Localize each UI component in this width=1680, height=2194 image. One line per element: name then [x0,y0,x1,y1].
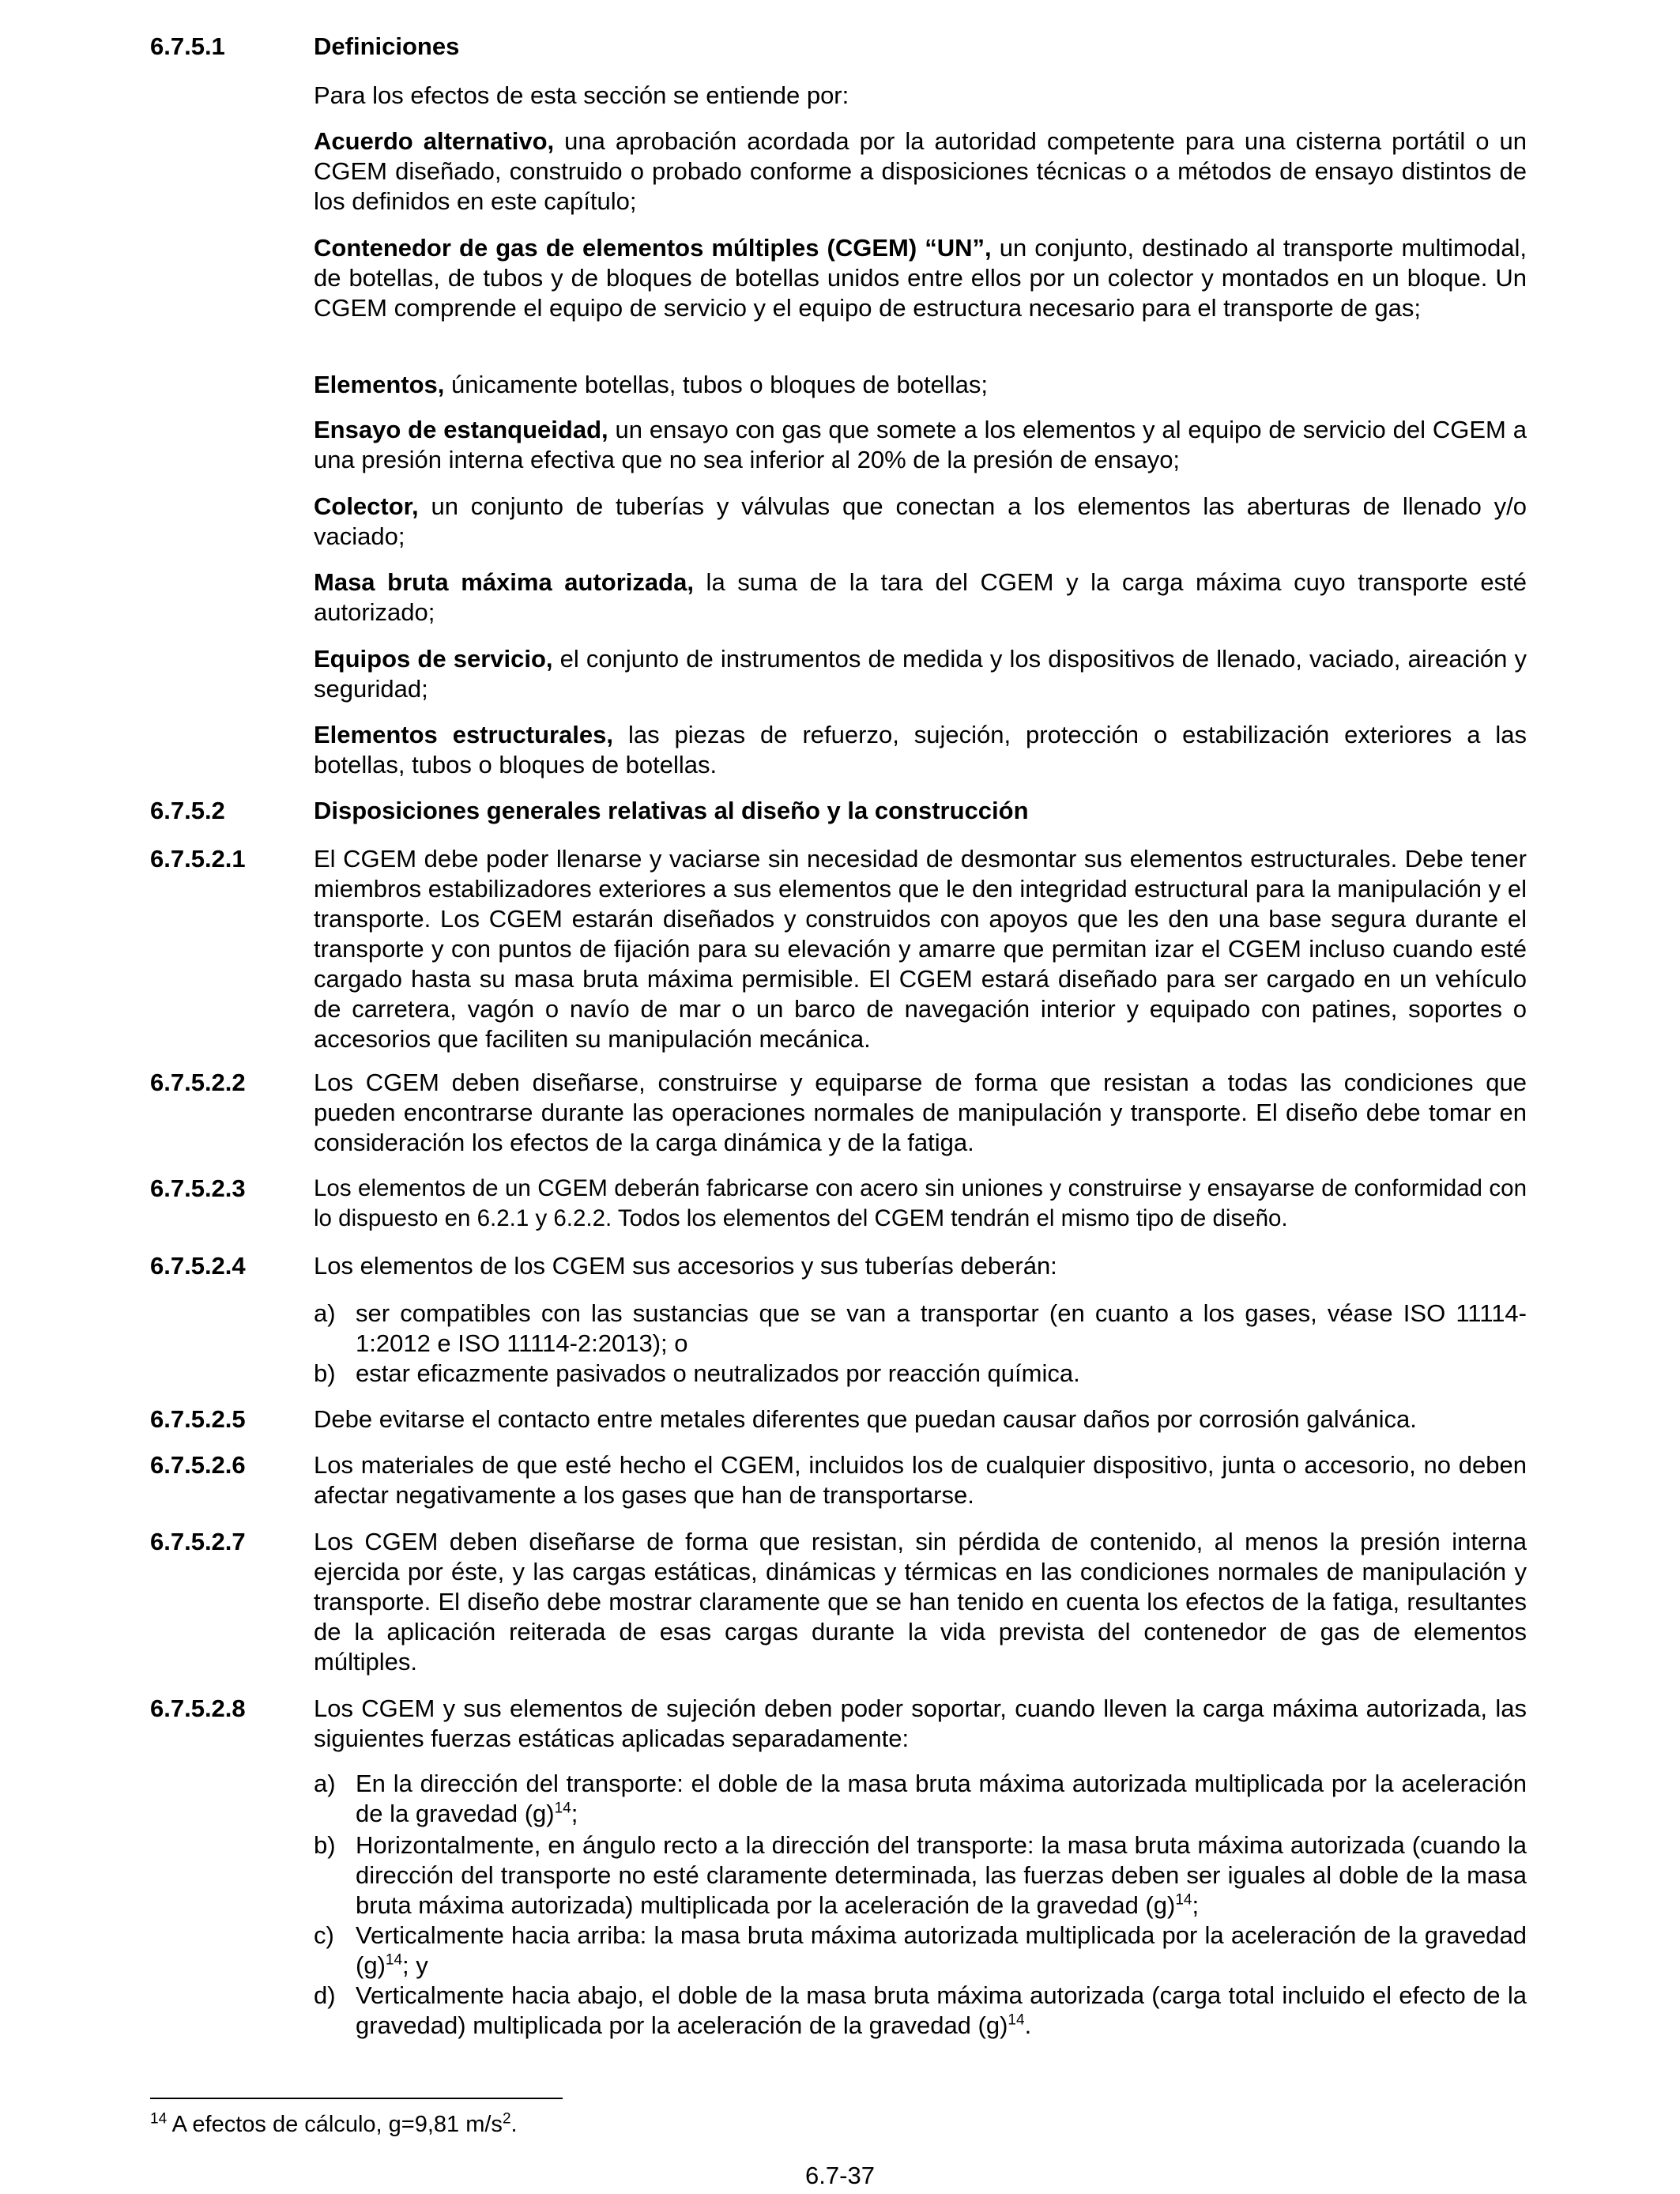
definition-term: Colector, [314,492,419,520]
definition-text: el conjunto de instrumentos de medida y los dispositivos de llenado, vaciado, aireación y seguridad; [314,645,1527,703]
list-letter: b) [314,1831,336,1859]
definition-item [314,415,1527,475]
section-paragraph: Los CGEM y sus elementos de sujeción deben poder soportar, cuando lleven la carga máxima autorizada, las siguientes fuerzas estáticas aplicadas separadamente: [314,1695,1527,1752]
list-text-body: Horizontalmente, en ángulo recto a la dirección del transporte: la masa bruta máxima autorizada (cuando la dirección del transporte no esté claramente determinada, las fuerzas deben ser iguales al doble de la masa bruta máxima autorizada) multiplicada por la aceleración de la gravedad (g) [356,1831,1527,1919]
definition-term: Contenedor de gas de elementos múltiples (CGEM) “UN”, [314,234,992,262]
section-paragraph: Los CGEM deben diseñarse de forma que resistan, sin pérdida de contenido, al menos la presión interna ejercida por éste, y las cargas estáticas, dinámicas y térmicas en las condiciones normales de manipulación y transporte. El diseño debe mostrar claramente que se han tenido en cuenta los efectos de la fatiga, resultantes de la aplicación reiterada de esas cargas durante la vida prevista del contenedor de gas de elementos múltiples. [314,1528,1527,1676]
section-number: 6.7.5.2.2 [150,1069,246,1096]
definition-text: las piezas de refuerzo, sujeción, protección o estabilización exteriores a las botellas, tubos o bloques de botellas. [314,721,1527,778]
section-number: 6.7.5.2.6 [150,1451,246,1479]
list-text [356,1921,1527,1981]
section-number: 6.7.5.2.5 [150,1405,246,1433]
list-letter: c) [314,1921,334,1949]
list-text [356,1769,1527,1829]
section-paragraph: Los elementos de un CGEM deberán fabricarse con acero sin uniones y construirse y ensayarse de conformidad con lo dispuesto en 6.2.1 y 6.2.2. Todos los elementos del CGEM tendrán el mismo tipo de diseño. [314,1175,1527,1231]
definition-text: un conjunto de tuberías y válvulas que conectan a los elementos las aberturas de llenado y/o vaciado; [314,492,1527,550]
footnote-tail: . [510,2112,518,2137]
definition-item [314,492,1527,552]
section-title: Definiciones [314,32,460,60]
definition-item [314,567,1527,628]
intro-paragraph: Para los efectos de esta sección se entiende por: [314,81,849,109]
definition-item [314,644,1527,704]
list-text-body: Verticalmente hacia abajo, el doble de la masa bruta máxima autorizada (carga total incluido el efecto de la gravedad) multiplicada por la aceleración de la gravedad (g) [356,1981,1527,2039]
footnote [150,2110,518,2139]
footnote-ref: 14 [1008,2011,1025,2029]
list-letter: a) [314,1770,336,1797]
definition-term: Elementos estructurales, [314,721,614,748]
section-paragraph: El CGEM debe poder llenarse y vaciarse sin necesidad de desmontar sus elementos estructurales. Debe tener miembros estabilizadores exteriores a sus elementos que le den integridad estructural para la manipulación y el transporte. Los CGEM estarán diseñados y construidos con apoyos que les den una base segura durante el transporte y con puntos de fijación para su elevación y amarre que permitan izar el CGEM incluso cuando esté cargado hasta su masa bruta máxima permisible. El CGEM estará diseñado para ser cargado en un vehículo de carretera, vagón o navío de mar o un barco de navegación interior y equipado con patines, soportes o accesorios que faciliten su manipulación mecánica. [314,845,1527,1053]
definition-term: Acuerdo alternativo, [314,127,555,155]
list-letter: d) [314,1981,336,2009]
list-text: ser compatibles con las sustancias que se van a transportar (en cuanto a los gases, véase ISO 11114-1:2012 e ISO 11114-2:2013); o [356,1299,1527,1357]
definition-term: Equipos de servicio, [314,645,553,673]
section-number: 6.7.5.2.7 [150,1528,246,1555]
section-paragraph: Los elementos de los CGEM sus accesorios y sus tuberías deberán: [314,1252,1057,1280]
footnote-ref: 14 [385,1951,403,1969]
definition-item [314,370,1527,400]
list-text-body: Verticalmente hacia arriba: la masa bruta máxima autorizada multiplicada por la aceleración de la gravedad (g) [356,1921,1527,1979]
list-text-body: En la dirección del transporte: el doble de la masa bruta máxima autorizada multiplicada por la aceleración de la gravedad (g) [356,1770,1527,1827]
section-number: 6.7.5.2.4 [150,1252,246,1280]
list-text [356,1981,1527,2041]
list-text-tail: ; [571,1800,578,1827]
footnote-exponent: 2 [502,2110,511,2128]
definition-item [314,720,1527,780]
page-number: 6.7-37 [805,2162,875,2189]
section-paragraph: Los CGEM deben diseñarse, construirse y equiparse de forma que resistan a todas las condiciones que pueden encontrarse durante las operaciones normales de manipulación y transporte. El diseño debe tomar en consideración los efectos de la carga dinámica y de la fatiga. [314,1069,1527,1156]
definition-term: Elementos, [314,371,445,398]
definition-text: un conjunto, destinado al transporte multimodal, de botellas, de tubos y de bloques de botellas unidos entre ellos por un colector y montados en un bloque. Un CGEM comprende el equipo de servicio y el equipo de estructura necesario para el transporte de gas; [314,234,1527,322]
definition-text: una aprobación acordada por la autoridad competente para una cisterna portátil o un CGEM diseñado, construido o probado conforme a disposiciones técnicas o a métodos de ensayo distintos de los definidos en este capítulo; [314,127,1527,215]
footnote-mark: 14 [150,2110,168,2128]
section-number: 6.7.5.1 [150,32,225,60]
section-number: 6.7.5.2.8 [150,1695,246,1722]
footnote-divider [150,2098,563,2099]
list-letter: a) [314,1299,336,1327]
footnote-ref: 14 [554,1800,571,1817]
section-number: 6.7.5.2.1 [150,845,246,873]
list-text-tail: . [1024,2011,1032,2039]
section-number: 6.7.5.2 [150,797,225,824]
section-title: Disposiciones generales relativas al diseño y la construcción [314,797,1029,824]
list-text-tail: ; [1192,1891,1200,1919]
list-text-tail: ; y [402,1951,428,1979]
list-text [356,1830,1527,1921]
footnote-text: A efectos de cálculo, g=9,81 m/s [167,2112,503,2137]
definition-term: Masa bruta máxima autorizada, [314,568,694,596]
definition-item [314,233,1527,323]
definition-text: la suma de la tara del CGEM y la carga máxima cuyo transporte esté autorizado; [314,568,1527,626]
section-number: 6.7.5.2.3 [150,1174,246,1202]
section-paragraph: Los materiales de que esté hecho el CGEM, incluidos los de cualquier dispositivo, junta o accesorio, no deben afectar negativamente a los gases que han de transportarse. [314,1451,1527,1509]
definition-text: un ensayo con gas que somete a los elementos y al equipo de servicio del CGEM a una presión interna efectiva que no sea inferior al 20% de la presión de ensayo; [314,416,1527,473]
definition-term: Ensayo de estanqueidad, [314,416,608,443]
definition-item [314,126,1527,217]
list-letter: b) [314,1359,336,1387]
list-text: estar eficazmente pasivados o neutralizados por reacción química. [356,1359,1080,1387]
footnote-ref: 14 [1175,1891,1192,1909]
section-paragraph: Debe evitarse el contacto entre metales diferentes que puedan causar daños por corrosión galvánica. [314,1405,1417,1433]
definition-text: únicamente botellas, tubos o bloques de botellas; [444,371,989,398]
